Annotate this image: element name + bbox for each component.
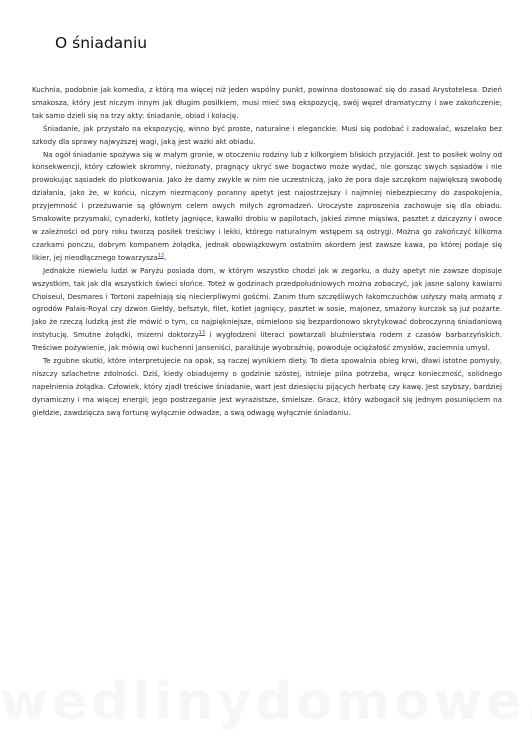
- paragraph-4: [32, 265, 502, 355]
- paragraph-text: Kuchnia, podobnie jak komedia, z którą ma więcej niż jeden wspólny punkt, powinna dostosować się do zasad Arystotelesa. Dzień smakosza, który jest niczym innym jak długim posiłkiem, musi mieć swą ekspozycję, swój węzeł dramatyczny i swe zakończenie; tak samo dzieli się na trzy akty: śniadanie, obiad i kolację.: [32, 85, 502, 120]
- footnote-link-13[interactable]: 13: [198, 330, 206, 337]
- paragraph-3: [32, 149, 502, 265]
- paragraph-2: [32, 123, 502, 149]
- paragraph-text-end: .: [164, 252, 167, 262]
- paragraph-text: Na ogół śniadanie spożywa się w małym gronie, w otoczeniu rodziny lub z kilkorgiem bliskich przyjaciół. Jest to posiłek wolny od konsekwencji, który człowiek skromny, nieżonaty, pragnący ukryć swe bogactwo może wydać, nie gorsząc swych sąsiadów i nie prowokując sąsiadek do plotkowania. Jako że damy zwykle w nim nie uczestniczą, jako że pora daje szczękom największą swobodę działania, jako że, w końcu, niczym niezmącony poranny apetyt jest najostrzejszy i najmniej niebezpieczny do zaspokojenia, przyjemność i przeżuwanie są głównym celem owych miłych zgromadzeń. Uroczyste zaproszenia zachowuje się dla obiadu. Smakowite przysmaki, cynaderki, kotlety jagnięce, kawałki drobiu w papilotach, jakieś zimne mięsiwa, pasztet z dziczyzny i owoce w zależności od pory roku tworzą posiłek treściwy i lekki, którego naturalnym wstępem są ostrygi. Można go zakończyć kilkoma czarkami ponczu, dobrym kompanem żołądka, jednak obowiązkowym ostatnim akordem jest zawsze kawa, po której podaje się likier, jej nieodłącznego towarzysza: [32, 149, 502, 262]
- paragraph-text: Jednakże niewielu ludzi w Paryżu posiada dom, w którym wszystko chodzi jak w zegarku, a duży apetyt nie zawsze dopisuje wszystkim, tak jak dla wszystkich świeci słońce. Toteż w godzinach przedpołudniowych można zobaczyć, jak jasne salony kawiarni Choiseul, Desmares i Tortoni zapełniają się niecierpliwymi gośćmi. Zanim tłum szczęśliwych łakomczuchów usłyszy małą armatę z ogrodów Palais-Royal czy dzwon Giełdy, befsztyk, filet, kotlet jagnięcy, pasztet w sosie, majonez, smażony kurczak są już pożarte. Jako że rzeczą ludzką jest źle mówić o tym, co najpiękniejsze, ośmielono się bezpardonowo skrytykować dobroczynną śniadaniową instytucję. Smutne żołądki, mizerni doktorzy: [32, 265, 502, 340]
- paragraph-1: [32, 84, 502, 123]
- chapter-body: [32, 84, 502, 420]
- paragraph-5: [32, 355, 502, 420]
- paragraph-text: Te zgubne skutki, które interpretujecie na opak, są raczej wynikiem diety. To dieta spowalnia obieg krwi, dławi istotne pomysły, niszczy szlachetne zdolności. Dziś, kiedy obiadujemy o godzinie szóstej, istnieje pilna potrzeba, wręcz konieczność, solidnego napełnienia żołądka. Człowiek, który zjadł treściwe śniadanie, wart jest dziesięciu pijących herbatę czy kawę. Jest szybszy, bardziej dynamiczny i ma więcej energii; jego postrzeganie jest wyrazistsze, śmielsze. Gracz, który wzbogacił się jednym posunięciem na giełdzie, zawdzięcza swą fortunę wyłącznie odwadze, a swą odwagę wyłącznie śniadaniu.: [32, 356, 502, 417]
- watermark: [0, 672, 532, 732]
- paragraph-text-end: i wygłodzeni literaci powtarzali bluźnierstwa rodem z czasów barbarzyńskich. Treściwe pożywienie, jak mówią owi kuchenni janseniści, paraliżuje wyobraźnię, powoduje ociężałość zmysłów, zaciemnia umysł.: [32, 330, 502, 353]
- footnote-link-12[interactable]: 12: [157, 252, 165, 259]
- chapter-title: O śniadaniu: [55, 34, 148, 52]
- paragraph-text: Śniadanie, jak przystało na ekspozycję, winno być proste, naturalne i eleganckie. Musi się podobać i zadowalać, wszelako bez szkody dla sprawy najwyższej wagi, jaką jest ważki akt obiadu.: [32, 123, 502, 146]
